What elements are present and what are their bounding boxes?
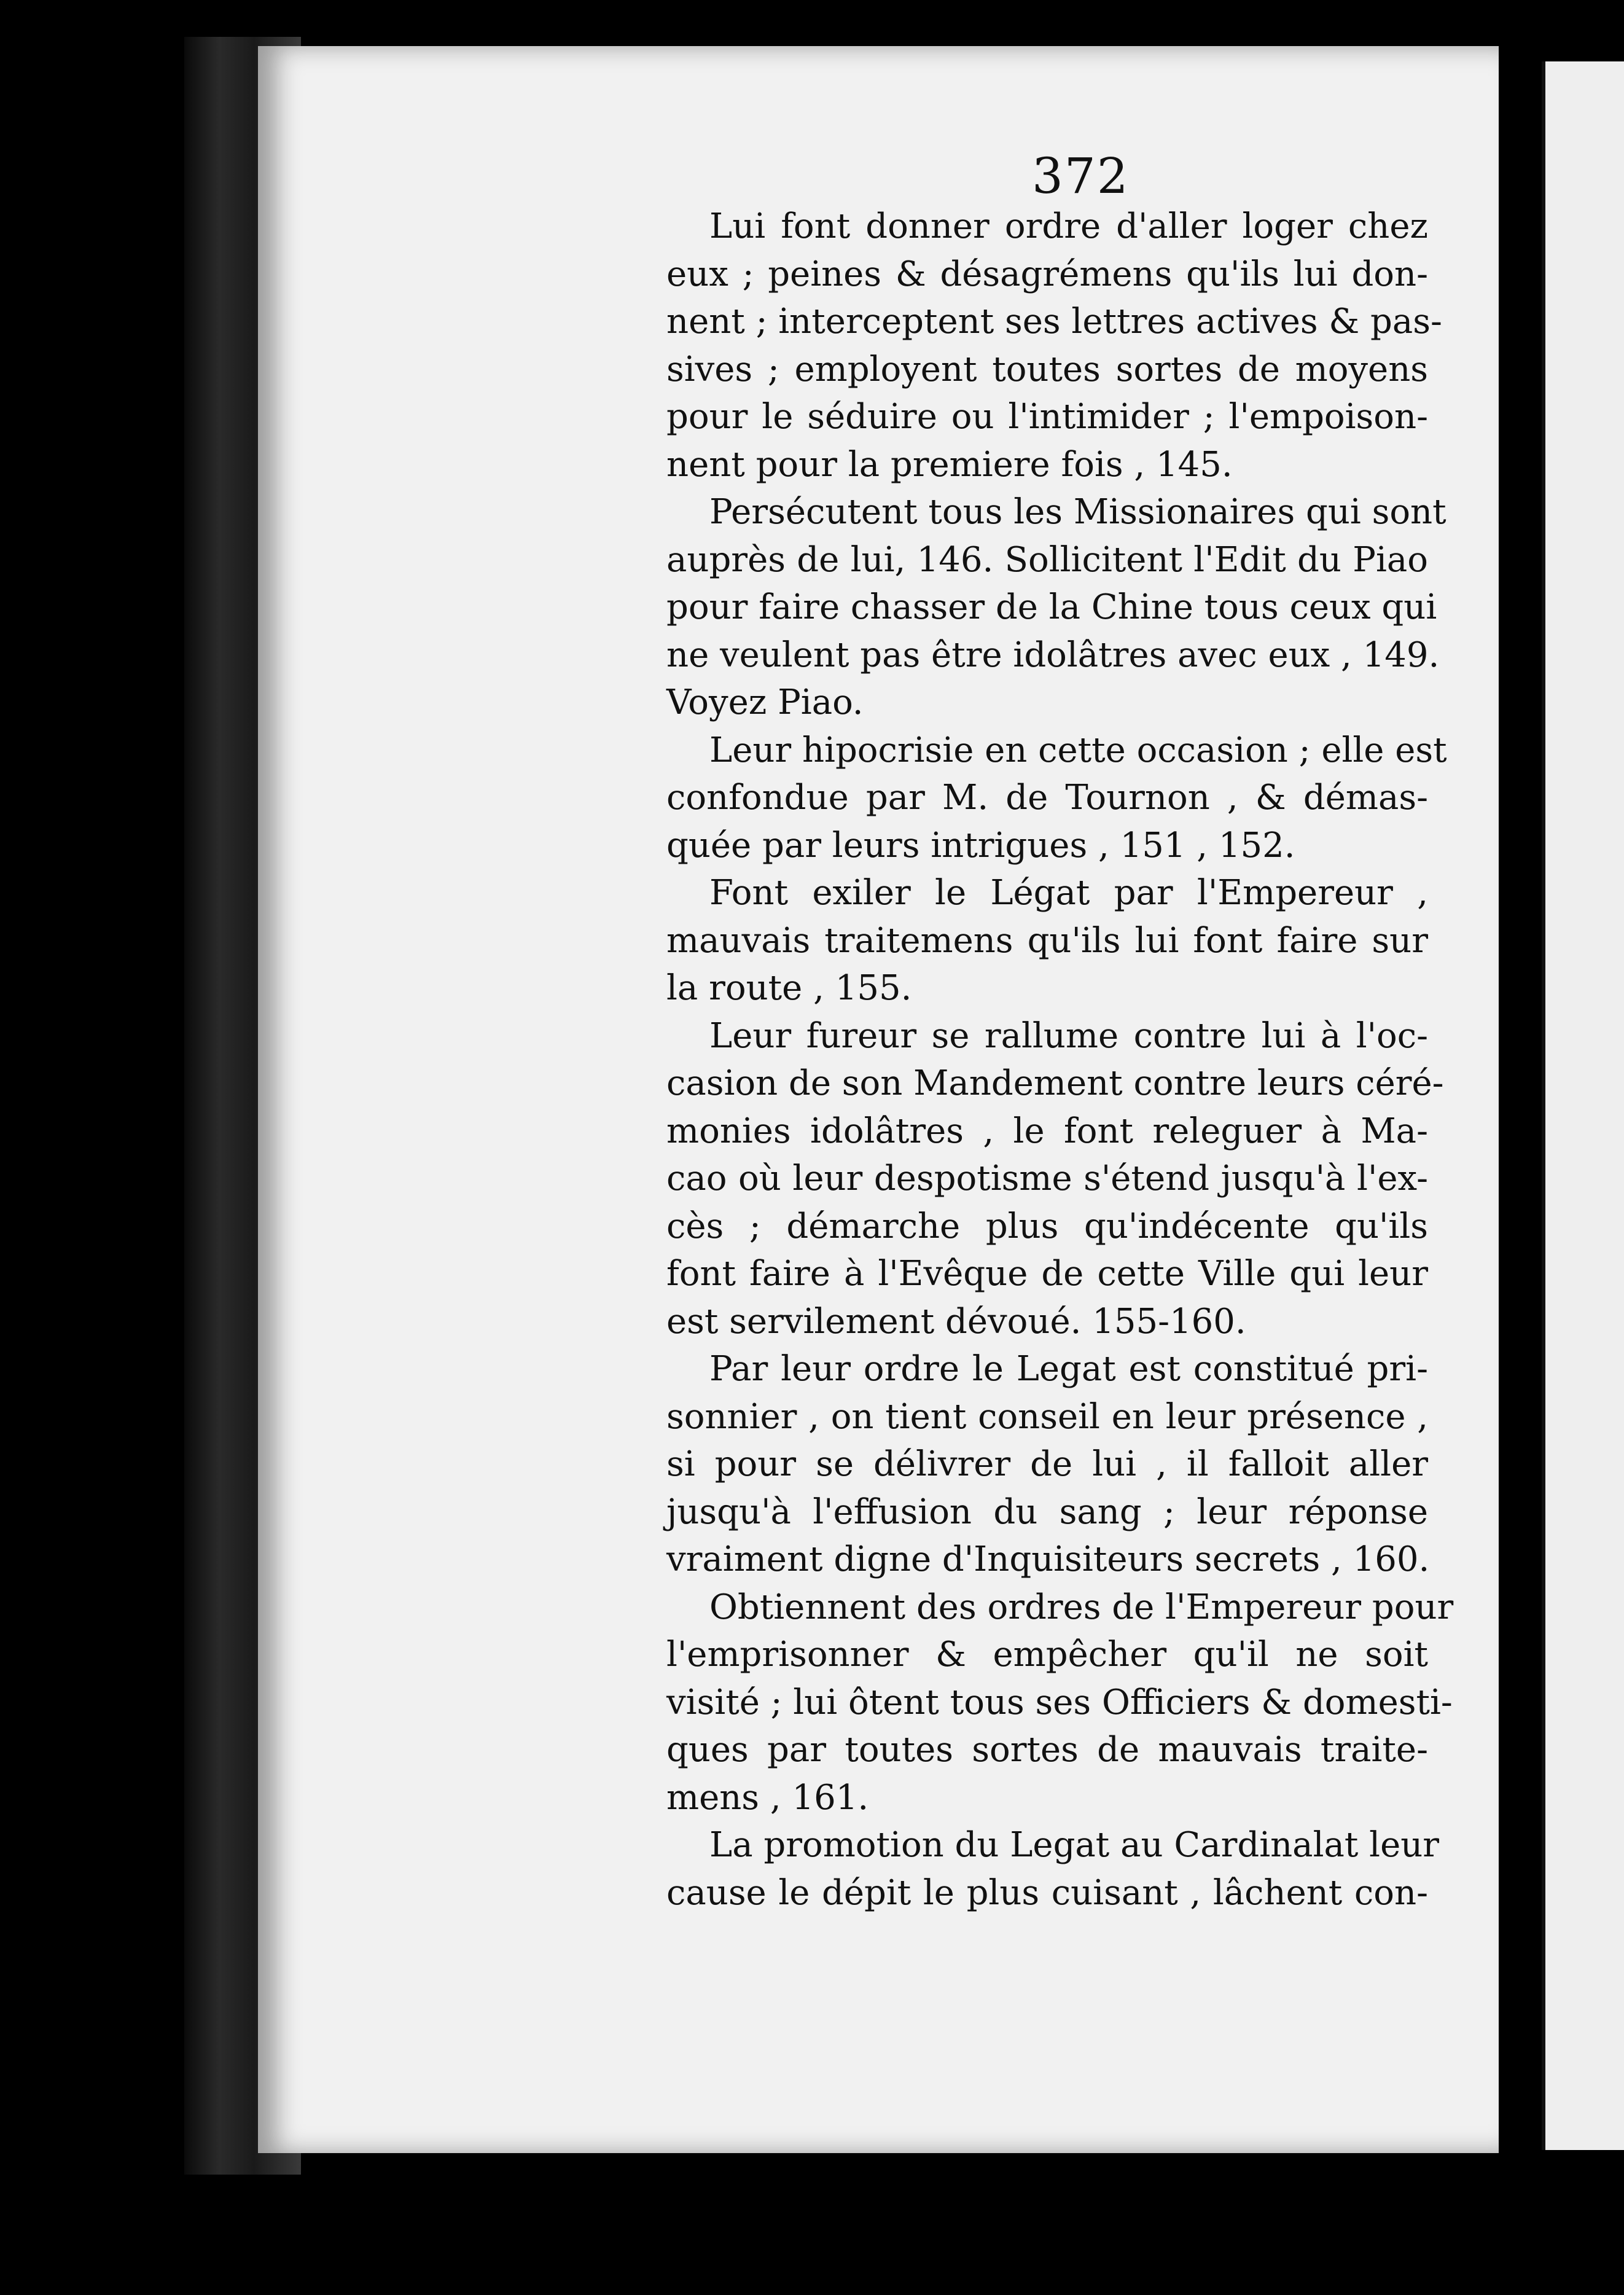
text-line: Par leur ordre le Legat est constitué pri- (709, 1349, 1428, 1389)
text-line: Voyez Piao. (666, 682, 864, 722)
text-line: Obtiennent des ordres de l'Empereur pour (709, 1587, 1454, 1627)
text-line: est servilement dévoué. 155-160. (666, 1301, 1246, 1342)
text-line: cao où leur despotisme s'étend jusqu'à l'ex- (666, 1159, 1428, 1198)
text-line: si pour se délivrer de lui , il falloit aller (666, 1444, 1428, 1484)
text-line: mens , 161. (666, 1777, 869, 1818)
text-line: confondue par M. de Tournon , & démas- (666, 778, 1428, 818)
text-line: Lui font donner ordre d'aller loger chez (709, 206, 1428, 246)
text-line: l'emprisonner & empêcher qu'il ne soit (666, 1635, 1428, 1675)
page-number: 372 (1032, 147, 1130, 205)
text-line: Font exiler le Légat par l'Empereur , (709, 873, 1428, 913)
text-line: Leur fureur se rallume contre lui à l'oc- (709, 1015, 1428, 1056)
text-line: Leur hipocrisie en cette occasion ; elle est (709, 730, 1447, 770)
text-line: monies idolâtres , le font releguer à Ma- (666, 1111, 1428, 1151)
text-line: auprès de lui, 146. Sollicitent l'Edit du Piao (666, 539, 1428, 580)
text-line: casion de son Mandement contre leurs céré- (666, 1063, 1444, 1103)
text-line: eux ; peines & désagrémens qu'ils lui don- (666, 254, 1428, 294)
text-line: quée par leurs intrigues , 151 , 152. (666, 825, 1295, 866)
text-line: pour le séduire ou l'intimider ; l'empoison- (666, 397, 1428, 437)
text-line: jusqu'à l'effusion du sang ; leur réponse (666, 1492, 1428, 1532)
next-page-edge (1542, 61, 1624, 2150)
text-line: La promotion du Legat au Cardinalat leur (709, 1825, 1440, 1865)
text-line: nent pour la premiere fois , 145. (666, 444, 1233, 485)
text-line: pour faire chasser de la Chine tous ceux qui (666, 587, 1437, 627)
text-line: sonnier , on tient conseil en leur présence , (666, 1396, 1428, 1437)
text-line: vraiment digne d'Inquisiteurs secrets , 160. (666, 1539, 1430, 1579)
text-line: font faire à l'Evêque de cette Ville qui leur (666, 1254, 1428, 1294)
text-line: la route , 155. (666, 968, 912, 1008)
text-line: nent ; interceptent ses lettres actives & pas- (666, 302, 1442, 342)
text-line: mauvais traitemens qu'ils lui font faire sur (666, 920, 1428, 961)
text-line: Persécutent tous les Missionaires qui sont (709, 492, 1446, 532)
text-line: sives ; employent toutes sortes de moyens (666, 349, 1428, 389)
text-line: ne veulent pas être idolâtres avec eux , 149. (666, 635, 1440, 675)
text-line: cès ; démarche plus qu'indécente qu'ils (666, 1206, 1428, 1246)
body-text (666, 203, 1454, 1917)
text-line: ques par toutes sortes de mauvais traite- (666, 1730, 1428, 1770)
text-line: visité ; lui ôtent tous ses Officiers & domesti- (666, 1682, 1453, 1722)
text-line: cause le dépit le plus cuisant , lâchent con- (666, 1872, 1428, 1913)
